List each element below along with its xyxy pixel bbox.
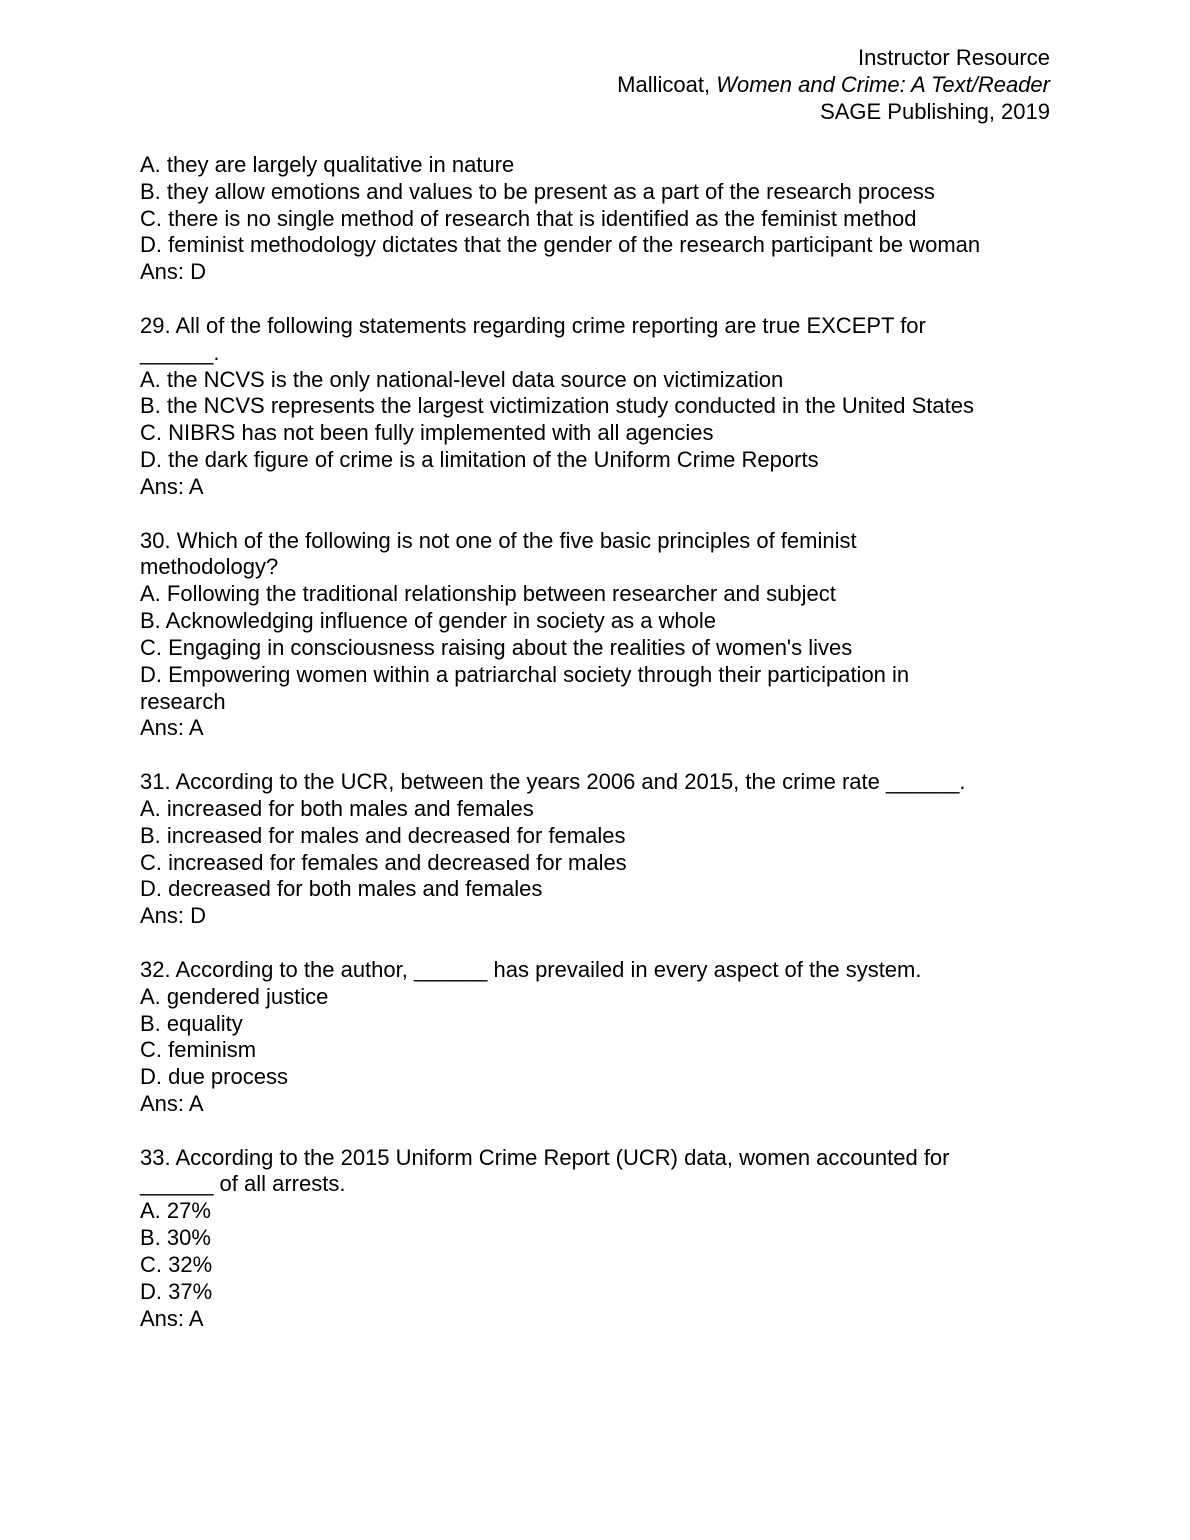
answer-option: C. there is no single method of research that is identified as the feminist method — [140, 205, 917, 231]
answer-option: C. NIBRS has not been fully implemented with all agencies — [140, 420, 714, 446]
header-resource: Instructor Resource — [858, 45, 1050, 70]
header-book-title: Women and Crime: A Text/Reader — [716, 72, 1050, 97]
question-block — [140, 152, 1060, 286]
answer-option: B. they allow emotions and values to be present as a part of the research process — [140, 178, 935, 204]
answer-option: B. the NCVS represents the largest victimization study conducted in the United States — [140, 393, 974, 419]
answer-option: A. increased for both males and females — [140, 795, 534, 821]
question-block — [140, 769, 1060, 930]
question-block — [140, 528, 1060, 743]
answer-key: Ans: D — [140, 903, 207, 929]
answer-option: C. 32% — [140, 1251, 213, 1277]
answer-option: C. Engaging in consciousness raising about the realities of women's lives — [140, 634, 853, 660]
answer-option: D. feminist methodology dictates that the gender of the research participant be woman — [140, 232, 981, 258]
answer-option: D. 37% — [140, 1278, 213, 1304]
answer-option: A. they are largely qualitative in nature — [140, 152, 515, 177]
answer-option: C. increased for females and decreased for males — [140, 849, 627, 875]
answer-key: Ans: A — [140, 473, 204, 499]
answer-option: A. Following the traditional relationship between researcher and subject — [140, 581, 836, 607]
question-stem: 32. According to the author, ______ has prevailed in every aspect of the system. — [140, 956, 922, 982]
answer-option: D. due process — [140, 1064, 288, 1090]
answer-option: D. decreased for both males and females — [140, 876, 543, 902]
question-block — [140, 313, 1060, 501]
question-stem: 33. According to the 2015 Uniform Crime Report (UCR) data, women accounted for — [140, 1144, 950, 1170]
answer-option: D. the dark figure of crime is a limitation of the Uniform Crime Reports — [140, 447, 819, 473]
answer-option: B. equality — [140, 1010, 243, 1036]
question-stem: 31. According to the UCR, between the years 2006 and 2015, the crime rate ______. — [140, 769, 966, 795]
answer-option: B. Acknowledging influence of gender in society as a whole — [140, 608, 717, 634]
answer-option: B. 30% — [140, 1225, 211, 1251]
page-header — [617, 44, 1050, 125]
answer-option: A. gendered justice — [140, 983, 329, 1009]
answer-key: Ans: D — [140, 259, 207, 285]
question-stem: ______. — [140, 339, 220, 365]
answer-option: C. feminism — [140, 1037, 257, 1063]
answer-option: A. the NCVS is the only national-level data source on victimization — [140, 366, 784, 392]
question-stem: 30. Which of the following is not one of the five basic principles of feminist — [140, 527, 857, 553]
question-stem: 29. All of the following statements regarding crime reporting are true EXCEPT for — [140, 312, 926, 338]
answer-option: research — [140, 688, 226, 714]
answer-option: A. 27% — [140, 1198, 211, 1224]
header-publisher: SAGE Publishing, 2019 — [820, 99, 1050, 124]
answer-option: B. increased for males and decreased for females — [140, 822, 626, 848]
answer-key: Ans: A — [140, 1305, 204, 1331]
question-stem: methodology? — [140, 554, 279, 580]
answer-option: D. Empowering women within a patriarchal society through their participation in — [140, 661, 910, 687]
answer-key: Ans: A — [140, 1090, 204, 1116]
question-list — [140, 152, 1060, 1359]
header-book — [617, 71, 1050, 98]
answer-key: Ans: A — [140, 715, 204, 741]
question-stem: ______ of all arrests. — [140, 1171, 346, 1197]
question-block — [140, 1145, 1060, 1333]
question-block — [140, 957, 1060, 1118]
header-author: Mallicoat, — [617, 72, 717, 97]
